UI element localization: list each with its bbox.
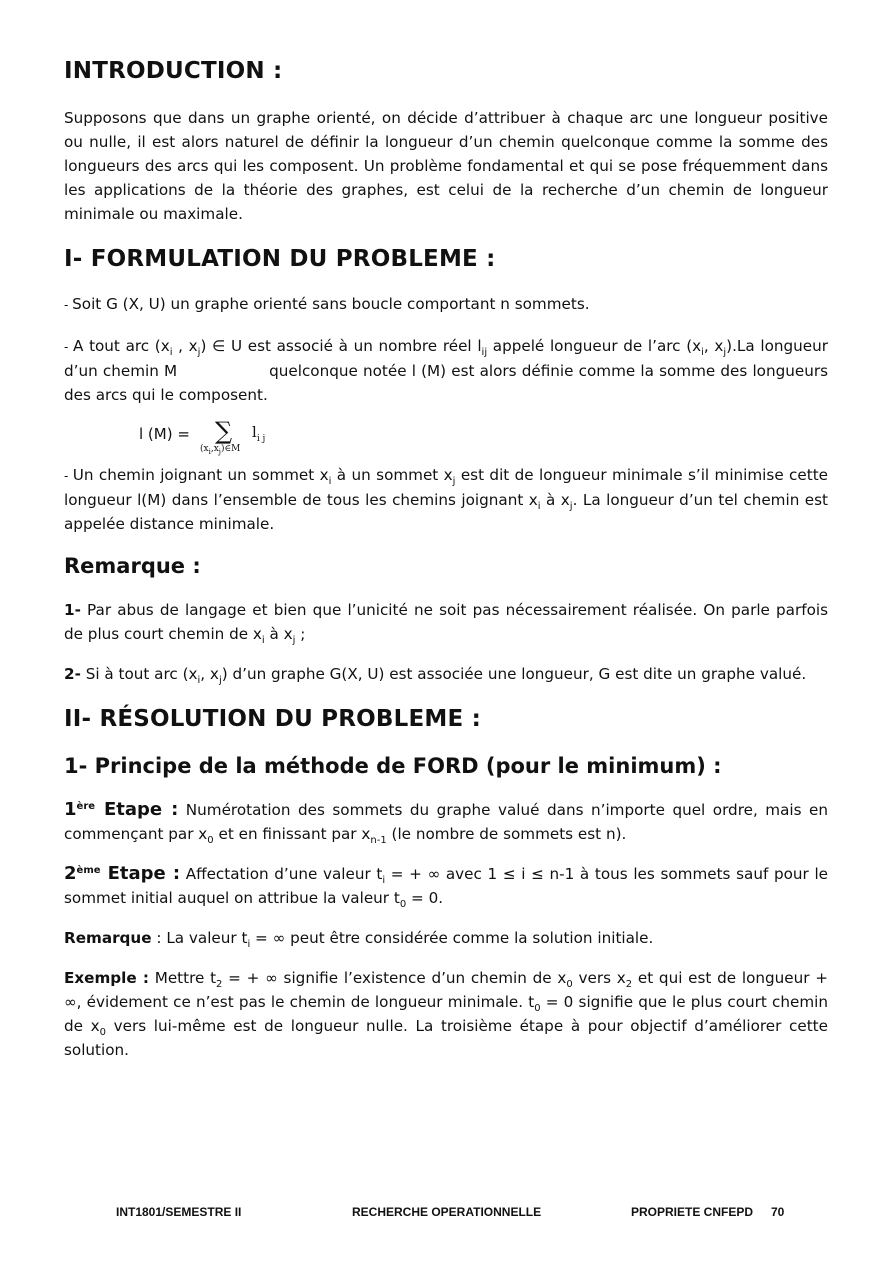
remarque-1: 1- Par abus de langage et bien que l’unicité ne soit pas nécessairement réalisée. On parle parfois de plus court chemin de $x_i$ à $x_j$ ; <box>64 601 828 647</box>
etape-2: 2ème Etape : Affectation d’une valeur $t_i$ = + ∞ avec 1 ≤ i ≤ n-1 à tous les sommets sauf pour le sommet initial auquel on attribue la valeur $t_0 = 0$. <box>64 863 829 911</box>
formula-term: $l_{i j}$ <box>252 423 266 444</box>
remarque-heading: Remarque : <box>64 554 201 578</box>
remarque-valeur: Remarque : La valeur $t_i$ = ∞ peut être considérée comme la solution initiale. <box>64 929 654 951</box>
exemple: Exemple : Mettre $t_2$ = + ∞ signifie l’existence d’un chemin de $x_0$ vers $x_2$ et qui est de longueur + ∞, évidement ce n’est pas le chemin de longueur minimale. $t_0 = 0$ signifie que le plus court chemin de $x_0$ vers lui-même est de longueur nulle. La troisième étape à pour objectif d’améliorer cette solution. <box>64 969 828 1059</box>
sigma-symbol: ∑ <box>215 417 233 445</box>
dash: - <box>64 298 73 312</box>
intro-paragraph: Supposons que dans un graphe orienté, on décide d’attribuer à chaque arc une longueur positive ou nulle, il est alors naturel de définir la longueur d’un chemin quelconque comme la somme des longueurs des arcs qui les composent. Un problème fondamental et qui se pose fréquemment dans les applications de la théorie des graphes, est celui de la recherche d’un chemin de longueur minimale ou maximale. <box>64 109 828 223</box>
section1-p3: - Un chemin joignant un sommet $x_i$ à un sommet $x_j$ est dit de longueur minimale s’il minimise cette longueur l(M) dans l’ensemble de tous les chemins joignant $x_i$ à $x_j$. La longueur d’un tel chemin est appelée distance minimale. <box>64 466 829 533</box>
footer-owner: PROPRIETE CNFEPD <box>631 1205 754 1219</box>
footer-title: RECHERCHE OPERATIONNELLE <box>352 1205 542 1219</box>
footer-course: INT1801/SEMESTRE II <box>116 1205 242 1219</box>
formula-lhs: l (M) = <box>139 425 190 443</box>
section2-heading: II- RÉSOLUTION DU PROBLEME : <box>64 706 481 732</box>
intro-heading: INTRODUCTION : <box>64 58 283 84</box>
section1-p1: - Soit G (X, U) un graphe orienté sans boucle comportant n sommets. <box>64 295 590 313</box>
length-formula <box>64 413 828 461</box>
section1-p2: - A tout arc ($x_i$ , $x_j$) ∈ U est associé à un nombre réel $l_{ij}$ appelé longueur de l’arc ($x_i$, $x_j).La$ longueur d’un chemin M quelconque notée l (M) est alors définie comme la somme des longueurs des arcs qui le composent. <box>64 337 828 404</box>
etape-1: 1ère Etape : Numérotation des sommets du graphe valué dans n’importe quel ordre, mais en commençant par $x_0$ et en finissant par $x_{n-1}$ (le nombre de sommets est n). <box>64 799 828 847</box>
remarque-2: 2- Si à tout arc ($x_i$, $x_j$) d’un graphe G(X, U) est associée une longueur, G est dite un graphe valué. <box>64 665 807 687</box>
section2-subheading: 1- Principe de la méthode de FORD (pour le minimum) : <box>64 754 722 778</box>
formula-subscript: $(x_i,x_j)\in M$ <box>200 444 241 456</box>
document-page <box>64 58 828 1062</box>
page-number: 70 <box>771 1205 785 1219</box>
section1-heading: I- FORMULATION DU PROBLEME : <box>64 246 496 272</box>
